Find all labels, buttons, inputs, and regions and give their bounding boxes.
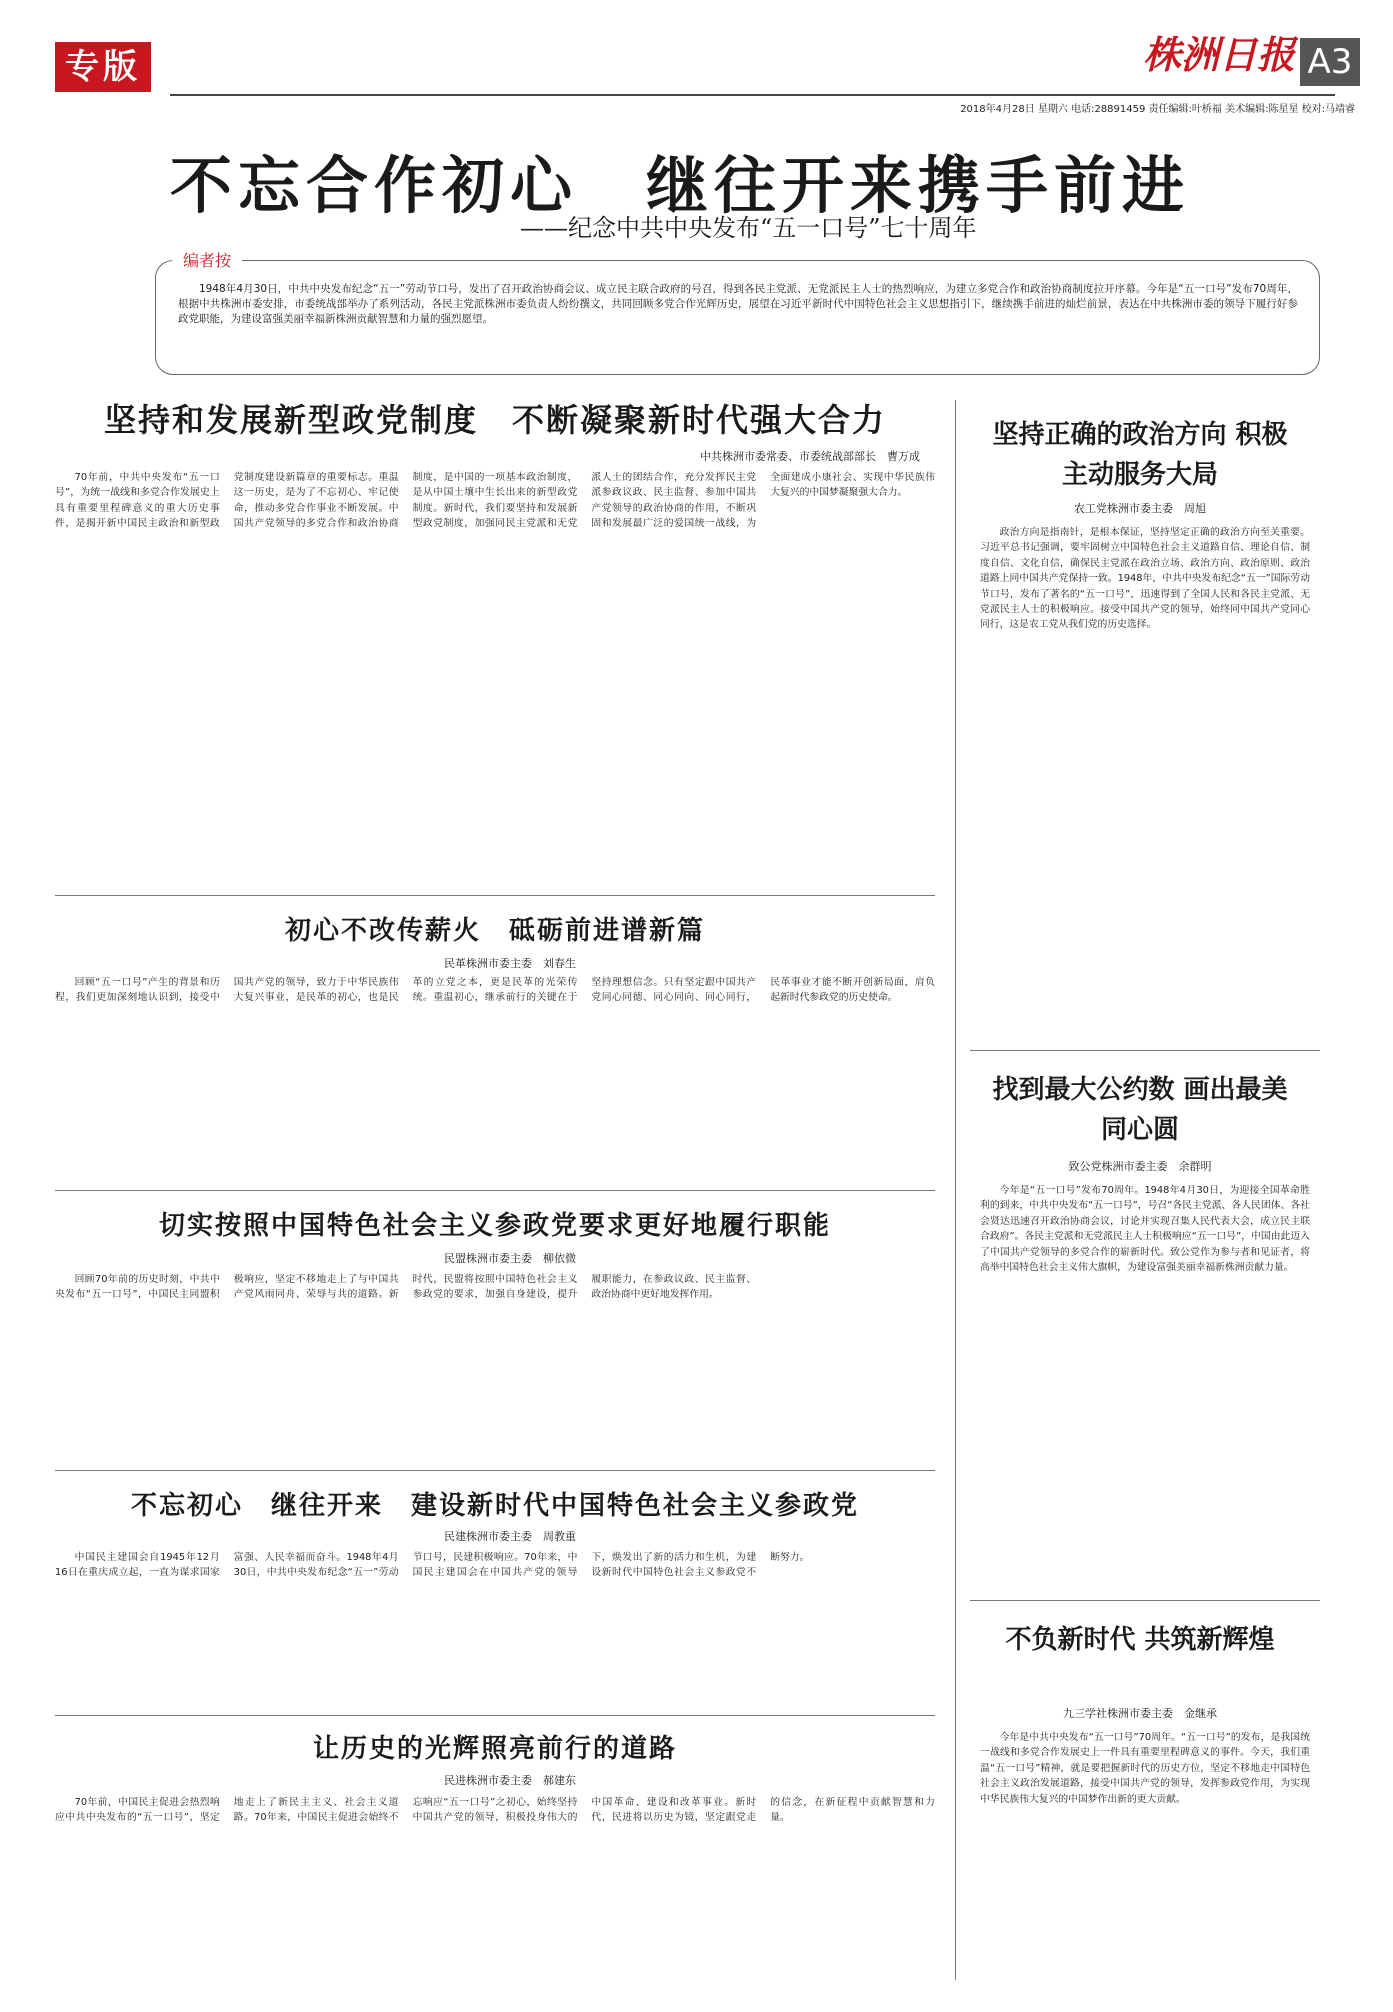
section-divider — [55, 1190, 935, 1191]
article-byline: 农工党株洲市委主委 周旭 — [1074, 502, 1206, 515]
article-title: 让历史的光辉照亮前行的道路 — [312, 1734, 677, 1764]
article-title: 坚持正确的政治方向 积极主动服务大局 — [992, 420, 1288, 490]
section-tag: 专版 — [55, 42, 151, 92]
section-divider — [970, 1600, 1320, 1601]
section-divider — [970, 1050, 1320, 1051]
article-body: 回顾70年前的历史时刻，中共中央发布“五一口号”，中国民主同盟积极响应，坚定不移地走上了与中国共产党风雨同舟、荣辱与共的道路。新时代，民盟将按照中国特色社会主义参政党的要求，加强自身建设，提升履职能力，在参政议政、民主监督、政治协商中更好地发挥作用。 — [55, 1274, 757, 1301]
page-number: A3 — [1300, 38, 1360, 86]
header-rule — [170, 94, 1335, 96]
article-body: 回顾“五一口号”产生的背景和历程，我们更加深刻地认识到，接受中国共产党的领导，致力于中华民族伟大复兴事业，是民革的初心，也是民革的立党之本，更是民革的光荣传统。重温初心，继承前行的关键在于坚持理想信念。只有坚定跟中国共产党同心同德、同心同向、同心同行，民革事业才能不断开创新局面，肩负起新时代参政党的历史使命。 — [55, 977, 935, 1004]
article-title: 坚持和发展新型政党制度 不断凝聚新时代强大合力 — [103, 401, 886, 439]
article-byline: 民盟株洲市委主委 柳依微 — [444, 1252, 576, 1265]
column-divider — [955, 400, 956, 1980]
page-title: 不忘合作初心 继往开来携手前进 — [170, 149, 1191, 222]
newspaper-masthead: 株洲日报 — [1142, 32, 1295, 77]
article-title: 不负新时代 共筑新辉煌 — [1005, 1625, 1275, 1655]
editor-note-text: 1948年4月30日，中共中央发布纪念“五一”劳动节口号，发出了召开政治协商会议、成立民主联合政府的号召，得到各民主党派、无党派民主人士的热烈响应，为建立多党合作和政治协商制度拉开序幕。今年是“五一口号”发布70周年，根据中共株洲市委安排，市委统战部举办了系列活动，各民主党派株洲市委负责人纷纷撰文，共同回顾多党合作光辉历史，展望在习近平新时代中国特色社会主义思想指引下，继续携手前进的灿烂前景，表达在中共株洲市委的领导下履行好参政党职能，为建设富强美丽幸福新株洲贡献智慧和力量的强烈愿望。 — [178, 283, 1298, 325]
article-body: 70年前，中国民主促进会热烈响应中共中央发布的“五一口号”，坚定地走上了新民主主义、社会主义道路。70年来，中国民主促进会始终不忘响应“五一口号”之初心，始终坚持中国共产党的领导，积极投身伟大的中国革命、建设和改革事业。新时代，民进将以历史为镜，坚定跟党走的信念，在新征程中贡献智慧和力量。 — [55, 1797, 935, 1824]
section-divider — [55, 1470, 935, 1471]
article-title: 找到最大公约数 画出最美同心圆 — [992, 1075, 1288, 1145]
article-byline: 民革株洲市委主委 刘春生 — [444, 957, 576, 970]
editor-note-label: 编者按 — [172, 248, 242, 274]
article-body: 政治方向是指南针，是根本保证，坚持坚定正确的政治方向至关重要。习近平总书记强调，要牢固树立中国特色社会主义道路自信、理论自信、制度自信、文化自信，确保民主党派在政治立场、政治方向、政治原则、政治道路上同中国共产党保持一致。1948年，中共中央发布纪念“五一”国际劳动节口号，发布了著名的“五一口号”，迅速得到了全国人民和各民主党派、无党派民主人士的积极响应。接受中国共产党的领导，始终同中国共产党同心同行，这是农工党从我们党的历史选择。 — [980, 527, 1310, 631]
article-body: 今年是中共中央发布“五一口号”70周年。“五一口号”的发布，是我国统一战线和多党合作发展史上一件具有重要里程碑意义的事件。今天，我们重温“五一口号”精神，就是要把握新时代的历史方位，坚定不移地走中国特色社会主义政治发展道路，接受中国共产党的领导，发挥参政党作用，为实现中华民族伟大复兴的中国梦作出新的更大贡献。 — [980, 1732, 1310, 1805]
article-title: 初心不改传薪火 砥砺前进谱新篇 — [284, 916, 705, 946]
section-divider — [55, 895, 935, 896]
page-subtitle: ——纪念中共中央发布“五一口号”七十周年 — [520, 214, 977, 242]
article-byline: 致公党株洲市委主委 余群明 — [1068, 1160, 1212, 1173]
article-byline: 中共株洲市委常委、市委统战部部长 曹万成 — [700, 450, 920, 463]
article-byline: 民建株洲市委主委 周教重 — [444, 1530, 576, 1543]
article-body: 中国民主建国会自1945年12月16日在重庆成立起，一直为谋求国家富强、人民幸福而奋斗。1948年4月30日，中共中央发布纪念“五一”劳动节口号，民建积极响应。70年来，中国民主建国会在中国共产党的领导下，焕发出了新的活力和生机，为建设新时代中国特色社会主义参政党不断努力。 — [55, 1552, 810, 1579]
article-title: 不忘初心 继往开来 建设新时代中国特色社会主义参政党 — [130, 1491, 859, 1521]
section-divider — [55, 1715, 935, 1716]
article-byline: 民进株洲市委主委 郝建东 — [444, 1774, 576, 1787]
issue-meta: 2018年4月28日 星期六 电话:28891459 责任编辑:叶桥福 美术编辑:陈星星 校对:马靖睿 — [960, 104, 1355, 115]
article-byline: 九三学社株洲市委主委 金继承 — [1063, 1707, 1217, 1720]
article-body: 70年前，中共中央发布“五一口号”，为统一战线和多党合作发展史上具有重要里程碑意义的重大历史事件，是揭开新中国民主政治和新型政党制度建设新篇章的重要标志。重温这一历史，是为了不忘初心、牢记使命，推动多党合作事业不断发展。中国共产党领导的多党合作和政治协商制度，是中国的一项基本政治制度，是从中国土壤中生长出来的新型政党制度。新时代，我们要坚持和发展新型政党制度，加强同民主党派和无党派人士的团结合作，充分发挥民主党派参政议政、民主监督、参加中国共产党领导的政治协商的作用，不断巩固和发展最广泛的爱国统一战线，为全面建成小康社会、实现中华民族伟大复兴的中国梦凝聚强大合力。 — [55, 472, 935, 530]
article-title: 切实按照中国特色社会主义参政党要求更好地履行职能 — [158, 1211, 831, 1241]
article-body: 今年是“五一口号”发布70周年。1948年4月30日，为迎接全国革命胜利的到来，中共中央发布“五一口号”，号召“各民主党派、各人民团体、各社会贤达迅速召开政治协商会议，讨论并实现召集人民代表大会，成立民主联合政府”。各民主党派和无党派民主人士积极响应“五一口号”，中国由此迈入了中国共产党领导的多党合作的崭新时代。致公党作为参与者和见证者，将高举中国特色社会主义伟大旗帜，为建设富强美丽幸福新株洲贡献力量。 — [980, 1185, 1310, 1274]
